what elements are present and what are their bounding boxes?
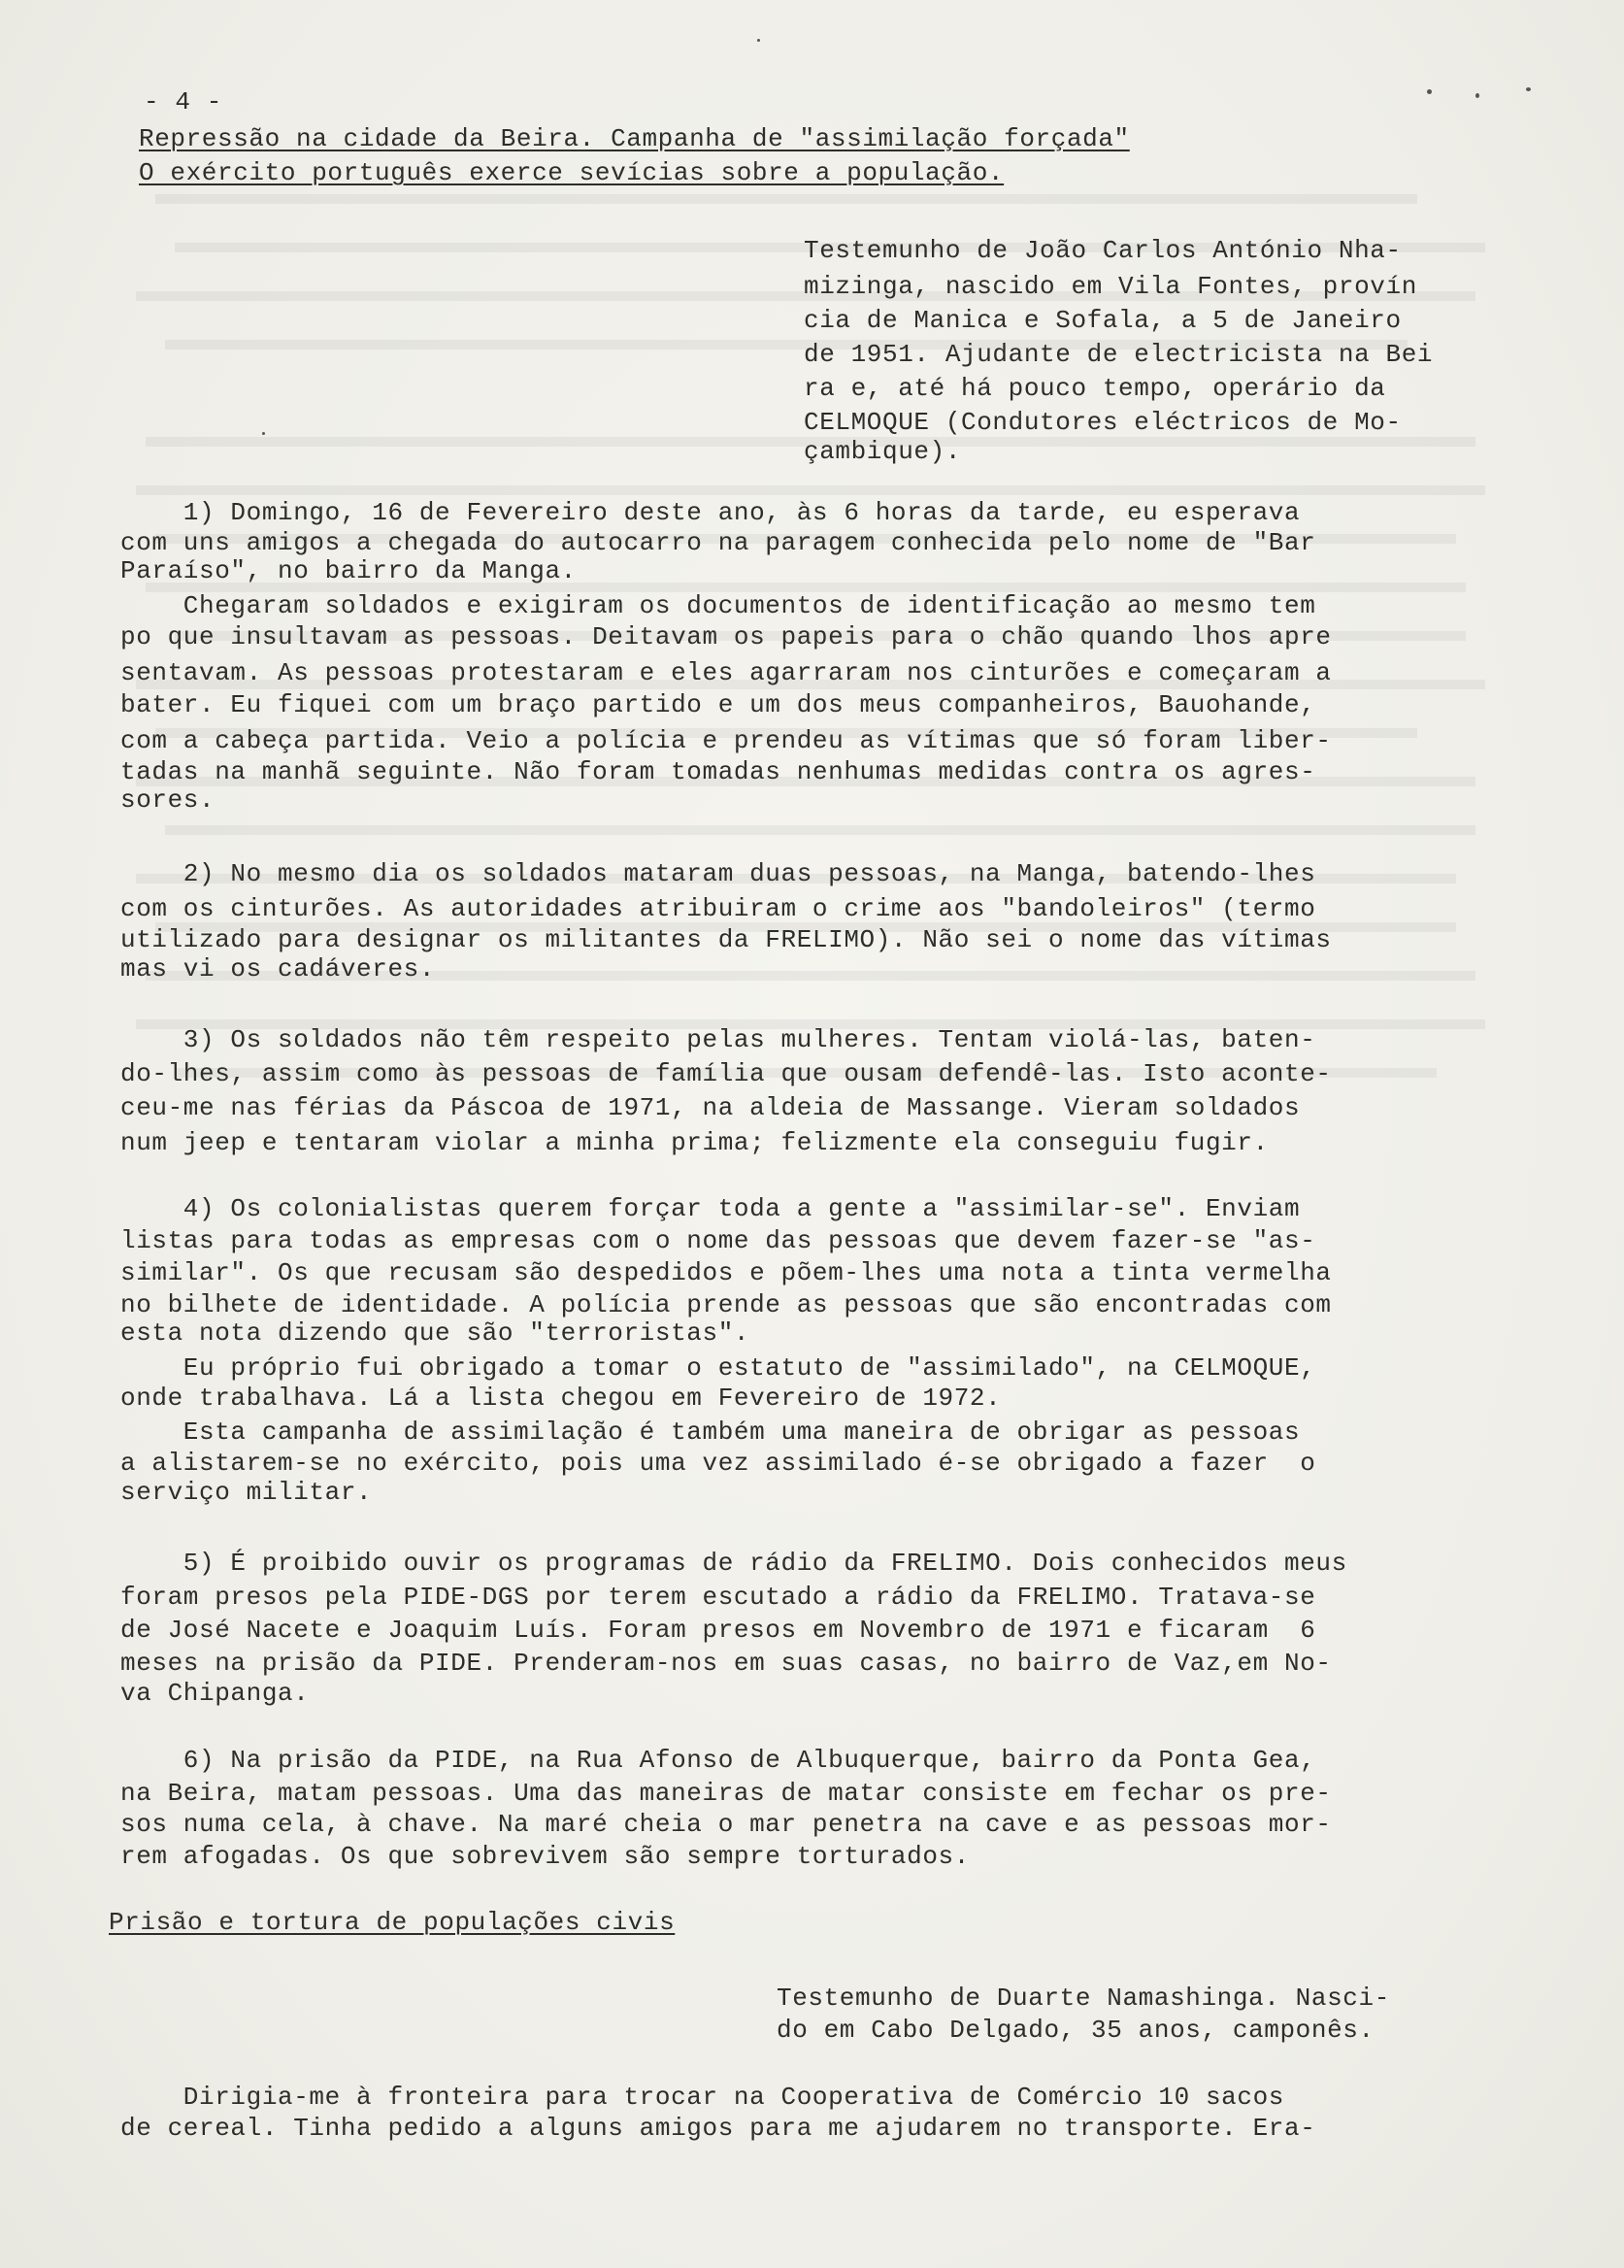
text-line: rem afogadas. Os que sobrevivem são sempre torturados. <box>120 1842 970 1871</box>
testimony-1-line: de 1951. Ajudante de electricista na Bei <box>804 340 1434 369</box>
text-line: 2) No mesmo dia os soldados mataram duas pessoas, na Manga, batendo-lhes <box>120 859 1316 888</box>
text-line: no bilhete de identidade. A polícia prende as pessoas que são encontradas com <box>120 1290 1332 1319</box>
text-line: esta nota dizendo que são "terroristas". <box>120 1318 750 1348</box>
text-line: Esta campanha de assimilação é também uma maneira de obrigar as pessoas <box>120 1418 1301 1447</box>
text-line: po que insultavam as pessoas. Deitavam os papeis para o chão quando lhos apre <box>120 622 1332 651</box>
testimony-1-line: Testemunho de João Carlos António Nha- <box>804 236 1402 265</box>
text-line: na Beira, matam pessoas. Uma das maneiras de matar consiste em fechar os pre- <box>120 1779 1332 1808</box>
text-line: com a cabeça partida. Veio a polícia e prendeu as vítimas que só foram liber- <box>120 726 1332 755</box>
heading-repression-beira: Repressão na cidade da Beira. Campanha de "assimilação forçada" <box>139 124 1130 153</box>
text-line: bater. Eu fiquei com um braço partido e um dos meus companheiros, Bauohande, <box>120 690 1316 719</box>
text-line: do-lhes, assim como às pessoas de família que ousam defendê-las. Isto aconte- <box>120 1059 1332 1088</box>
text-line: 5) É proibido ouvir os programas de rádio da FRELIMO. Dois conhecidos meus <box>120 1549 1347 1578</box>
text-line: sores. <box>120 785 215 815</box>
text-line: 1) Domingo, 16 de Fevereiro deste ano, às 6 horas da tarde, eu esperava <box>120 498 1301 527</box>
text-line: a alistarem-se no exército, pois uma vez assimilado é-se obrigado a fazer o <box>120 1449 1316 1478</box>
testimony-1-line: cia de Manica e Sofala, a 5 de Janeiro <box>804 306 1402 335</box>
text-line: utilizado para designar os militantes da FRELIMO). Não sei o nome das vítimas <box>120 925 1332 954</box>
text-line: serviço militar. <box>120 1478 373 1507</box>
text-line: ceu-me nas férias da Páscoa de 1971, na aldeia de Massange. Vieram soldados <box>120 1093 1301 1122</box>
text-line: sentavam. As pessoas protestaram e eles agarraram nos cinturões e começaram a <box>120 658 1332 687</box>
heading-prison-torture: Prisão e tortura de populações civis <box>109 1908 676 1937</box>
text-line: de José Nacete e Joaquim Luís. Foram presos em Novembro de 1971 e ficaram 6 <box>120 1616 1316 1645</box>
testimony-1-line: mizinga, nascido em Vila Fontes, provín <box>804 272 1417 301</box>
testimony-2-line: do em Cabo Delgado, 35 anos, camponês. <box>777 2016 1375 2045</box>
text-line: 4) Os colonialistas querem forçar toda a gente a "assimilar-se". Enviam <box>120 1194 1301 1223</box>
text-line: tadas na manhã seguinte. Não foram tomadas nenhumas medidas contra os agres- <box>120 757 1316 786</box>
text-line: va Chipanga. <box>120 1679 310 1708</box>
text-line: listas para todas as empresas com o nome das pessoas que devem fazer-se "as- <box>120 1226 1316 1255</box>
text-line: meses na prisão da PIDE. Prenderam-nos em suas casas, no bairro de Vaz,em No- <box>120 1649 1332 1678</box>
testimony-1-line: ra e, até há pouco tempo, operário da <box>804 374 1386 403</box>
text-line: similar". Os que recusam são despedidos e põem-lhes uma nota a tinta vermelha <box>120 1258 1332 1287</box>
text-line: foram presos pela PIDE-DGS por terem escutado a rádio da FRELIMO. Tratava-se <box>120 1583 1316 1612</box>
heading-army-abuses: O exército português exerce sevícias sobre a população. <box>139 158 1005 187</box>
text-line: Eu próprio fui obrigado a tomar o estatuto de "assimilado", na CELMOQUE, <box>120 1353 1316 1383</box>
text-line: 3) Os soldados não têm respeito pelas mulheres. Tentam violá-las, baten- <box>120 1025 1316 1054</box>
testimony-1-line: CELMOQUE (Condutores eléctricos de Mo- <box>804 408 1402 437</box>
text-line: Paraíso", no bairro da Manga. <box>120 556 577 585</box>
text-line: sos numa cela, à chave. Na maré cheia o mar penetra na cave e as pessoas mor- <box>120 1810 1332 1839</box>
text-line: 6) Na prisão da PIDE, na Rua Afonso de Albuquerque, bairro da Ponta Gea, <box>120 1746 1316 1775</box>
text-line: com uns amigos a chegada do autocarro na paragem conhecida pelo nome de "Bar <box>120 528 1316 557</box>
text-line: com os cinturões. As autoridades atribuiram o crime aos "bandoleiros" (termo <box>120 894 1316 923</box>
page-number: - 4 - <box>144 87 223 117</box>
text-line: onde trabalhava. Lá a lista chegou em Fevereiro de 1972. <box>120 1384 1002 1413</box>
text-line: de cereal. Tinha pedido a alguns amigos para me ajudarem no transporte. Era- <box>120 2114 1316 2143</box>
testimony-2-line: Testemunho de Duarte Namashinga. Nasci- <box>777 1984 1390 2013</box>
text-line: Chegaram soldados e exigiram os documentos de identificação ao mesmo tem <box>120 591 1316 620</box>
text-line: num jeep e tentaram violar a minha prima; felizmente ela conseguiu fugir. <box>120 1128 1269 1157</box>
text-line: Dirigia-me à fronteira para trocar na Cooperativa de Comércio 10 sacos <box>120 2083 1284 2112</box>
testimony-1-line: çambique). <box>804 437 962 466</box>
text-line: mas vi os cadáveres. <box>120 954 436 984</box>
